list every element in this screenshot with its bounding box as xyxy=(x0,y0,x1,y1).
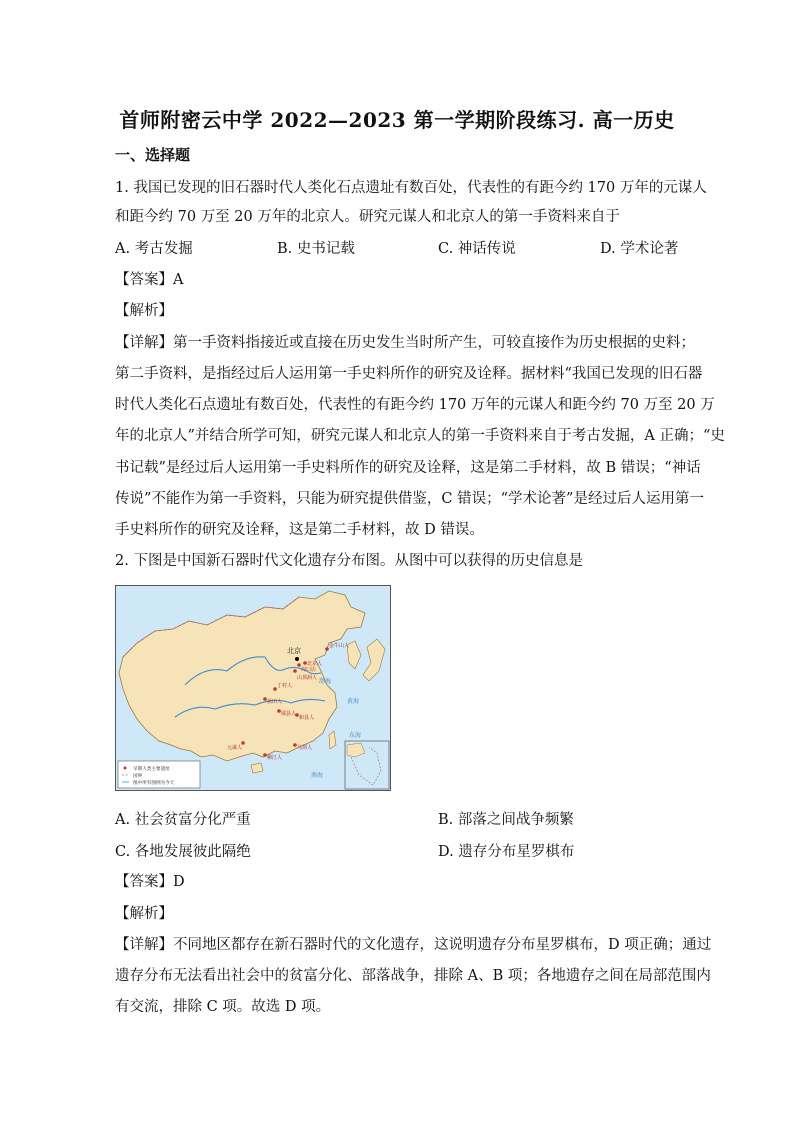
legend-label: 图中所有图例为今天 xyxy=(133,781,175,786)
q1-explain-line: 时代人类化石点遗址有数百处，代表性的有距今约 170 万年的元谋人和距今约 70 万至 20 万 xyxy=(115,397,715,413)
q2-option-d: D. 遗存分布星罗棋布 xyxy=(438,844,575,860)
q1-stem-line-2: 和距今约 70 万至 20 万年的北京人。研究元谋人和北京人的第一手资料来自于 xyxy=(115,209,620,225)
page-title: 首师附密云中学 2022—2023 第一学期阶段练习. 高一历史 xyxy=(119,108,675,132)
q1-answer: 【答案】A xyxy=(115,272,184,288)
sea-label: 黄海 xyxy=(347,698,360,705)
q2-explain-line: 有交流，排除 C 项。故选 D 项。 xyxy=(115,999,331,1015)
south-china-sea-inset xyxy=(345,741,389,789)
q2-option-c: C. 各地发展彼此隔绝 xyxy=(115,844,251,860)
site-label: 和县人 xyxy=(299,715,315,721)
sea-label: 渤海 xyxy=(319,678,332,685)
beijing-marker xyxy=(295,657,299,661)
q1-analysis-label: 【解析】 xyxy=(115,303,173,319)
site-label: 柳江人 xyxy=(267,755,283,761)
q1-explain-line: 传说”不能作为第一手资料，只能为研究提供借鉴，C 错误；“学术论著”是经过后人运用第一 xyxy=(115,491,704,507)
site-label: 周口店 xyxy=(301,667,317,673)
q1-option-c: C. 神话传说 xyxy=(438,241,516,257)
q1-option-d: D. 学术论著 xyxy=(600,241,679,257)
site-label: 金牛山人 xyxy=(329,643,350,649)
sea-label: 东海 xyxy=(349,732,362,739)
site-label: 山顶洞人 xyxy=(297,675,318,681)
q1-explain-line: 第二手资料，是指经过后人运用第一手史料所作的研究及诠释。据材料“我国已发现的旧石器 xyxy=(115,366,703,382)
q1-explain-line: 手史料所作的研究及诠释，这是第二手材料，故 D 错误。 xyxy=(115,522,484,538)
q1-stem-line-1: 1. 我国已发现的旧石器时代人类化石点遗址有数百处，代表性的有距今约 170 万年的元谋人 xyxy=(115,180,707,196)
site-label: 元谋人 xyxy=(227,745,243,751)
legend-label: 国界 xyxy=(133,774,143,779)
site-label: 北京人 xyxy=(307,661,323,667)
q1-explain-line: 年的北京人”并结合所学可知，研究元谋人和北京人的第一手资料来自于考古发掘，A 正确；“史 xyxy=(115,428,725,444)
q2-analysis-label: 【解析】 xyxy=(115,906,173,922)
site-label: 郧县人 xyxy=(281,711,297,717)
q1-option-b: B. 史书记载 xyxy=(277,241,355,257)
q1-explain-line: 【详解】第一手资料指接近或直接在历史发生当时所产生，可较直接作为历史根据的史料； xyxy=(115,335,695,351)
q1-option-a: A. 考古发掘 xyxy=(115,241,193,257)
q2-answer: 【答案】D xyxy=(115,874,185,890)
site-label: 马坝人 xyxy=(297,745,313,751)
q2-stem: 2. 下图是中国新石器时代文化遗存分布图。从图中可以获得的历史信息是 xyxy=(115,553,583,569)
map-legend xyxy=(118,761,200,788)
site-label: 丁村人 xyxy=(277,683,293,689)
sea-label: 南海 xyxy=(311,772,324,779)
neolithic-sites-map xyxy=(115,585,391,791)
q2-option-b: B. 部落之间战争频繁 xyxy=(438,812,574,828)
q2-explain-line: 遗存分布无法看出社会中的贫富分化、部落战争，排除 A、B 项；各地遗存之间在局部范围内 xyxy=(115,968,711,984)
q2-option-a: A. 社会贫富分化严重 xyxy=(115,812,251,828)
q2-explain-line: 【详解】不同地区都存在新石器时代的文化遗存，这说明遗存分布星罗棋布，D 项正确；通过 xyxy=(115,937,712,953)
hainan-island xyxy=(251,763,263,773)
legend-label: 早期人类主要遗址 xyxy=(133,767,170,772)
city-label: 北京 xyxy=(287,647,301,655)
q1-explain-line: 书记载”是经过后人运用第一手史料所作的研究及诠释，这是第二手材料，故 B 错误；“神话 xyxy=(115,460,701,476)
site-marker xyxy=(293,669,297,673)
site-label: 蓝田人 xyxy=(267,699,283,705)
section-heading: 一、选择题 xyxy=(115,146,191,164)
